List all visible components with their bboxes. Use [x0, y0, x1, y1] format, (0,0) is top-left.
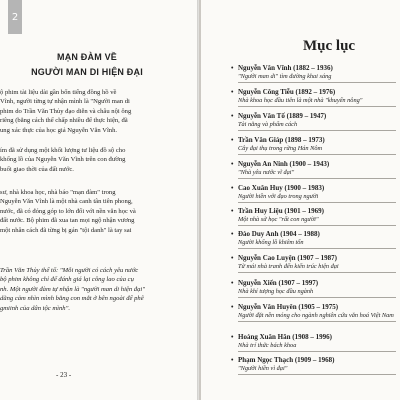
toc-entry-desc: Nhà khoa học đầu tiên là một nhà "khuyến nông"	[238, 96, 363, 104]
text-line: khổng lồ của Nguyễn Văn Vĩnh trên con đường	[0, 156, 126, 164]
paragraph-4-quote	[0, 266, 172, 313]
divider	[238, 248, 396, 249]
toc-entry-desc: Từ mái nhà tranh đến kiến trúc hiện đại	[238, 262, 339, 270]
toc-title: Mục lục	[303, 38, 356, 54]
divider	[238, 297, 396, 298]
left-page	[0, 0, 199, 400]
toc-entry	[231, 207, 396, 226]
text-line: đất nước. Bộ phim đã xua tan mọi ngộ nhận vương	[0, 217, 135, 225]
toc-entry-name: • Nguyễn Cao Luyện (1907 – 1987)	[231, 254, 396, 263]
divider	[238, 321, 396, 322]
text-line: riêng (bằng cách thể chấp nhiều để thực hiện, đã	[0, 117, 128, 125]
toc-entry	[231, 333, 396, 352]
heading-line-2: NGƯỜI MAN DI HIỆN ĐẠI	[31, 67, 143, 77]
toc-entry-name: • Phạm Ngọc Thạch (1909 – 1968)	[231, 356, 396, 365]
chapter-tab	[8, 0, 22, 34]
text-line: ộ phim tài liệu dài gần bốn tiếng đồng hồ về	[0, 89, 117, 96]
toc-entry-desc: Cây đại thụ trong rừng Hán Nôm	[238, 144, 323, 152]
text-line: Trần Văn Thủy thể tố: "Mỗi người có cách yêu nước	[0, 267, 139, 274]
text-line: sư, nhà khoa học, nhà báo "mạn đàm" trong	[0, 189, 116, 196]
toc-entry-desc: "Người hiền vì đại"	[238, 364, 288, 372]
toc-entry-desc: Tài năng và phẩm cách	[238, 120, 298, 128]
toc-entry	[231, 184, 396, 203]
toc-entry-name: • Nguyễn Xiển (1907 – 1997)	[231, 279, 396, 288]
toc-entry-name: • Trần Huy Liệu (1901 – 1969)	[231, 207, 396, 216]
divider	[238, 178, 396, 179]
page-number: - 23 -	[56, 371, 72, 379]
toc-entry-desc: Người đặt nền móng cho ngành nghiên cứu văn hoá Việt Nam	[238, 311, 394, 319]
toc-entry-name: • Cao Xuân Huy (1900 – 1983)	[231, 184, 396, 193]
toc-entry-name: • Nguyễn Văn Vĩnh (1882 – 1936)	[231, 64, 396, 73]
toc-entry-desc: "Nhà yêu nước vĩ đại"	[238, 168, 295, 176]
toc-entry	[231, 254, 396, 273]
toc-entry-name: • Nguyễn Công Tiễu (1892 – 1976)	[231, 88, 396, 97]
toc-entry-name: • Đào Duy Anh (1904 – 1988)	[231, 230, 396, 239]
toc-entry-name: • Nguyễn Văn Tố (1889 – 1947)	[231, 112, 396, 121]
toc-entry	[231, 88, 396, 107]
text-line: gmiinh của dân tộc mình".	[0, 304, 70, 312]
toc-entry-desc: "Người man di" tìm đường khai sáng	[238, 72, 332, 80]
toc-entry	[231, 64, 396, 83]
text-line: nước, đã có đóng góp to lớn đối với nền văn học và	[0, 207, 136, 215]
divider	[238, 202, 396, 203]
toc-entry-name: • Hoàng Xuân Hãn (1908 – 1996)	[231, 333, 396, 342]
toc-entry	[231, 279, 396, 298]
text-line: ung xác thực của học giả Nguyễn Văn Vĩnh.	[0, 126, 118, 134]
paragraph-2	[0, 146, 172, 174]
toc-entry-desc: Một nhà sử học "rất con người"	[238, 215, 319, 223]
toc-entry	[231, 303, 396, 322]
divider	[238, 154, 396, 155]
toc-entry-desc: Người hiền với đạo trong người	[238, 192, 319, 200]
divider	[238, 351, 396, 352]
text-line: dũng cảm nhìn mình bằng con mắt ở bên ngoài để phê	[0, 295, 144, 303]
text-line: Nguyễn Văn Vĩnh là một nhà canh tân tiên phong,	[0, 198, 133, 206]
toc-entry-desc: Nhà khí tượng học đầu ngành	[238, 287, 314, 295]
text-line: nh. Một người đàm tự nhận là "người man di hiện đại"	[0, 285, 145, 293]
article-heading	[22, 50, 152, 80]
toc-entry-name: • Trần Văn Giáp (1898 – 1973)	[231, 136, 396, 145]
chapter-number: 2	[11, 11, 19, 23]
text-line: phim do Trần Văn Thủy đạo diễn và châu nội ông	[0, 107, 132, 115]
text-line: Vĩnh, người từng tự nhận mình là "Người man di	[0, 98, 130, 106]
toc-entry-name: • Nguyễn An Ninh (1900 – 1943)	[231, 160, 396, 169]
divider	[238, 272, 396, 273]
toc-entry	[231, 230, 396, 249]
paragraph-1	[0, 88, 172, 135]
divider	[238, 130, 396, 131]
divider	[238, 374, 396, 375]
toc-entry	[231, 112, 396, 131]
text-line: ím đã sử dụng một khối lượng tư liệu đồ sộ cho	[0, 147, 126, 154]
heading-line-1: MẠN ĐÀM VỀ	[57, 52, 117, 62]
toc-entry	[231, 160, 396, 179]
toc-entry-desc: Nhà trí thức bách khoa	[238, 341, 297, 349]
paragraph-3	[0, 188, 172, 235]
toc-entry-name: • Nguyễn Văn Huyên (1905 – 1975)	[231, 303, 396, 312]
text-line: một nhân cách đã từng bị gán "tội danh" là tay sai	[0, 226, 132, 234]
toc-entry-desc: Người khổng lồ khiêm tốn	[238, 238, 304, 246]
toc-entry	[231, 136, 396, 155]
divider	[238, 106, 396, 107]
toc-entry	[231, 356, 396, 375]
divider	[238, 82, 396, 83]
text-line: bộ phim không chỉ để đánh giá lại công lao của cụ	[0, 276, 134, 284]
right-page	[201, 0, 400, 400]
divider	[238, 225, 396, 226]
text-line: buổi giao thời của đất nước.	[0, 165, 74, 173]
